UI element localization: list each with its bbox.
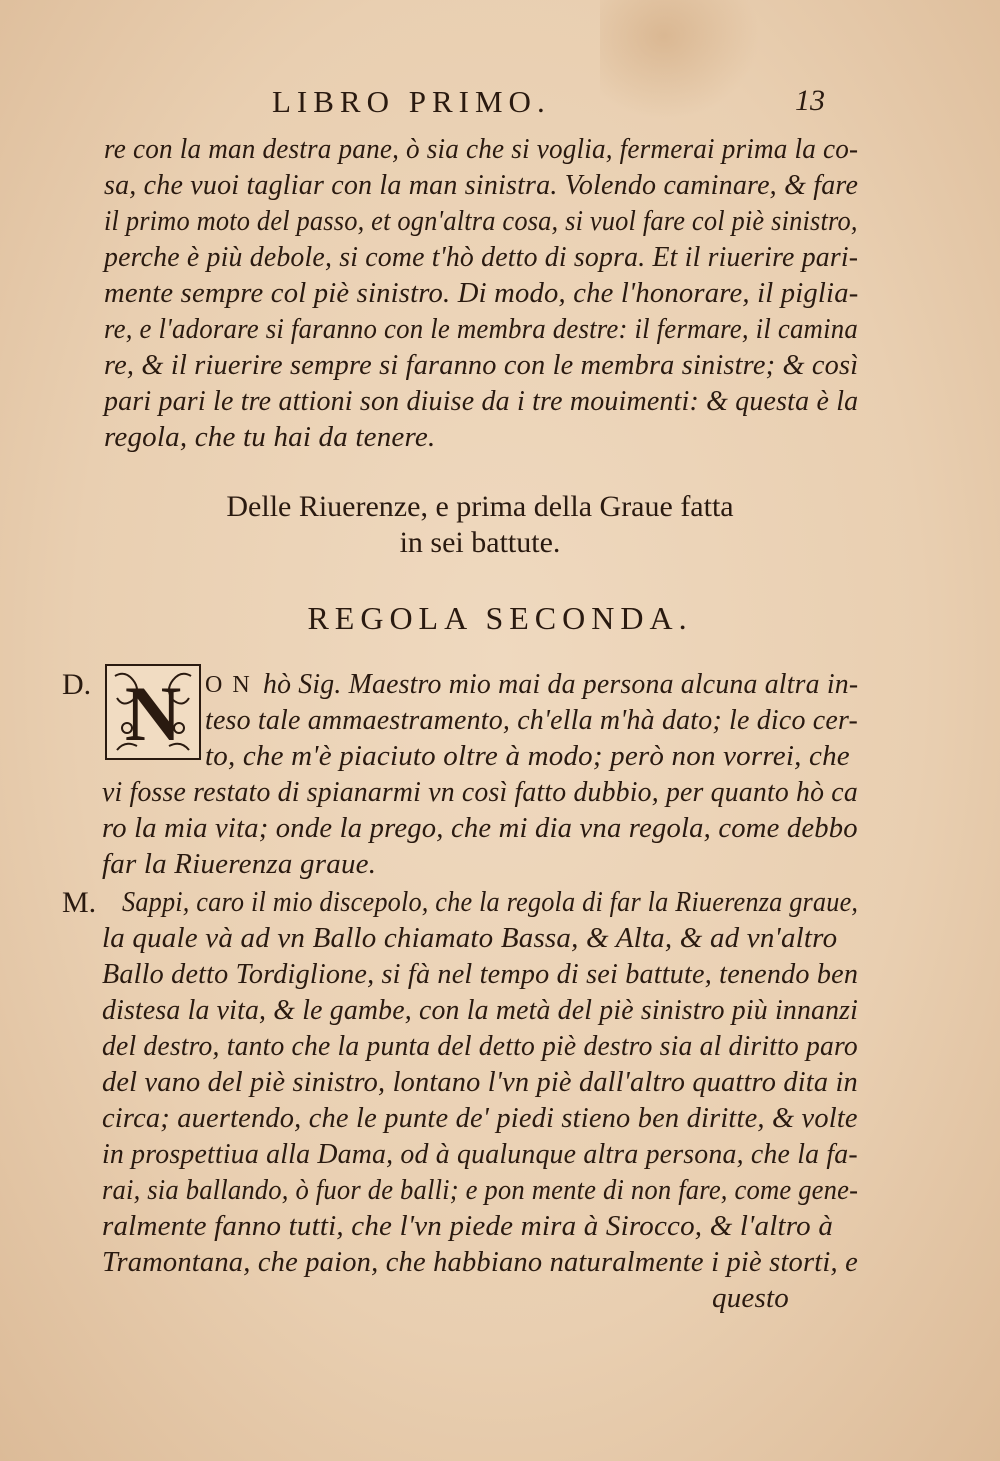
- text-line: perche è più debole, si come t'hò detto di sopra. Et il riuerire pari-: [104, 241, 859, 273]
- section-heading-line: Delle Riuerenze, e prima della Graue fatta: [226, 490, 734, 523]
- text-line: teso tale ammaestramento, ch'ella m'hà dato; le dico cer-: [205, 704, 858, 736]
- text-line: circa; auertendo, che le punte de' piedi stieno ben diritte, & volte: [102, 1102, 858, 1134]
- ornament-icon: [107, 666, 199, 758]
- first-word-caps: O N: [205, 672, 252, 698]
- running-head: LIBRO PRIMO.: [272, 84, 551, 119]
- text-line: ralmente fanno tutti, che l'vn piede mira à Sirocco, & l'altro à: [102, 1210, 834, 1242]
- text-line: la quale và ad vn Ballo chiamato Bassa, & Alta, & ad vn'altro: [102, 922, 838, 954]
- text-line: far la Riuerenza graue.: [102, 848, 377, 880]
- text-line: in prospettiua alla Dama, od à qualunque altra persona, che la fa-: [102, 1138, 858, 1170]
- text-line: il primo moto del passo, et ogn'altra cosa, si vuol fare col piè sinistro,: [104, 205, 858, 237]
- page-number: 13: [795, 84, 825, 117]
- text-line: Tramontana, che paion, che habbiano naturalmente i piè storti, e: [102, 1246, 858, 1278]
- text-line: mente sempre col piè sinistro. Di modo, che l'honorare, il piglia-: [104, 277, 859, 309]
- text-line: del destro, tanto che la punta del detto piè destro sia al diritto paro: [102, 1030, 858, 1062]
- text-line: pari pari le tre attioni son diuise da i tre mouimenti: & questa è la: [104, 385, 859, 417]
- speaker-d: D.: [62, 668, 92, 701]
- text-line: distesa la vita, & le gambe, con la metà del piè sinistro più innanzi: [102, 994, 859, 1026]
- text-line: del vano del piè sinistro, lontano l'vn piè dall'altro quattro dita in: [102, 1066, 858, 1098]
- speaker-m: M.: [62, 886, 97, 919]
- text-line: Ballo detto Tordiglione, si fà nel tempo di sei battute, tenendo ben: [102, 958, 859, 990]
- page-header: [0, 84, 1000, 124]
- initial-letter: N: [124, 670, 182, 757]
- text-line: Sappi, caro il mio discepolo, che la regola di far la Riuerenza graue,: [122, 886, 859, 918]
- section-heading-line: in sei battute.: [399, 526, 561, 559]
- catchword: questo: [712, 1282, 789, 1314]
- text-line: regola, che tu hai da tenere.: [104, 421, 436, 453]
- text-line: vi fosse restato di spianarmi vn così fatto dubbio, per quanto hò ca: [102, 776, 858, 808]
- text-line: rai, sia ballando, ò fuor de balli; e pon mente di non fare, come gene-: [102, 1174, 859, 1206]
- text-line: sa, che vuoi tagliar con la man sinistra. Volendo caminare, & fare: [104, 169, 859, 201]
- text-line: to, che m'è piaciuto oltre à modo; però non vorrei, che: [205, 740, 850, 772]
- text-line: re con la man destra pane, ò sia che si voglia, fermerai prima la co-: [104, 133, 859, 165]
- text-line: ro la mia vita; onde la prego, che mi dia vna regola, come debbo: [102, 812, 858, 844]
- text-line: hò Sig. Maestro mio mai da persona alcuna altra in-: [263, 668, 859, 700]
- decorated-initial: [105, 664, 201, 760]
- rule-title: REGOLA SECONDA.: [307, 600, 693, 636]
- text-line: re, & il riuerire sempre si faranno con le membra sinistre; & così: [104, 349, 859, 381]
- text-line: re, e l'adorare si faranno con le membra destre: il fermare, il camina: [104, 313, 858, 345]
